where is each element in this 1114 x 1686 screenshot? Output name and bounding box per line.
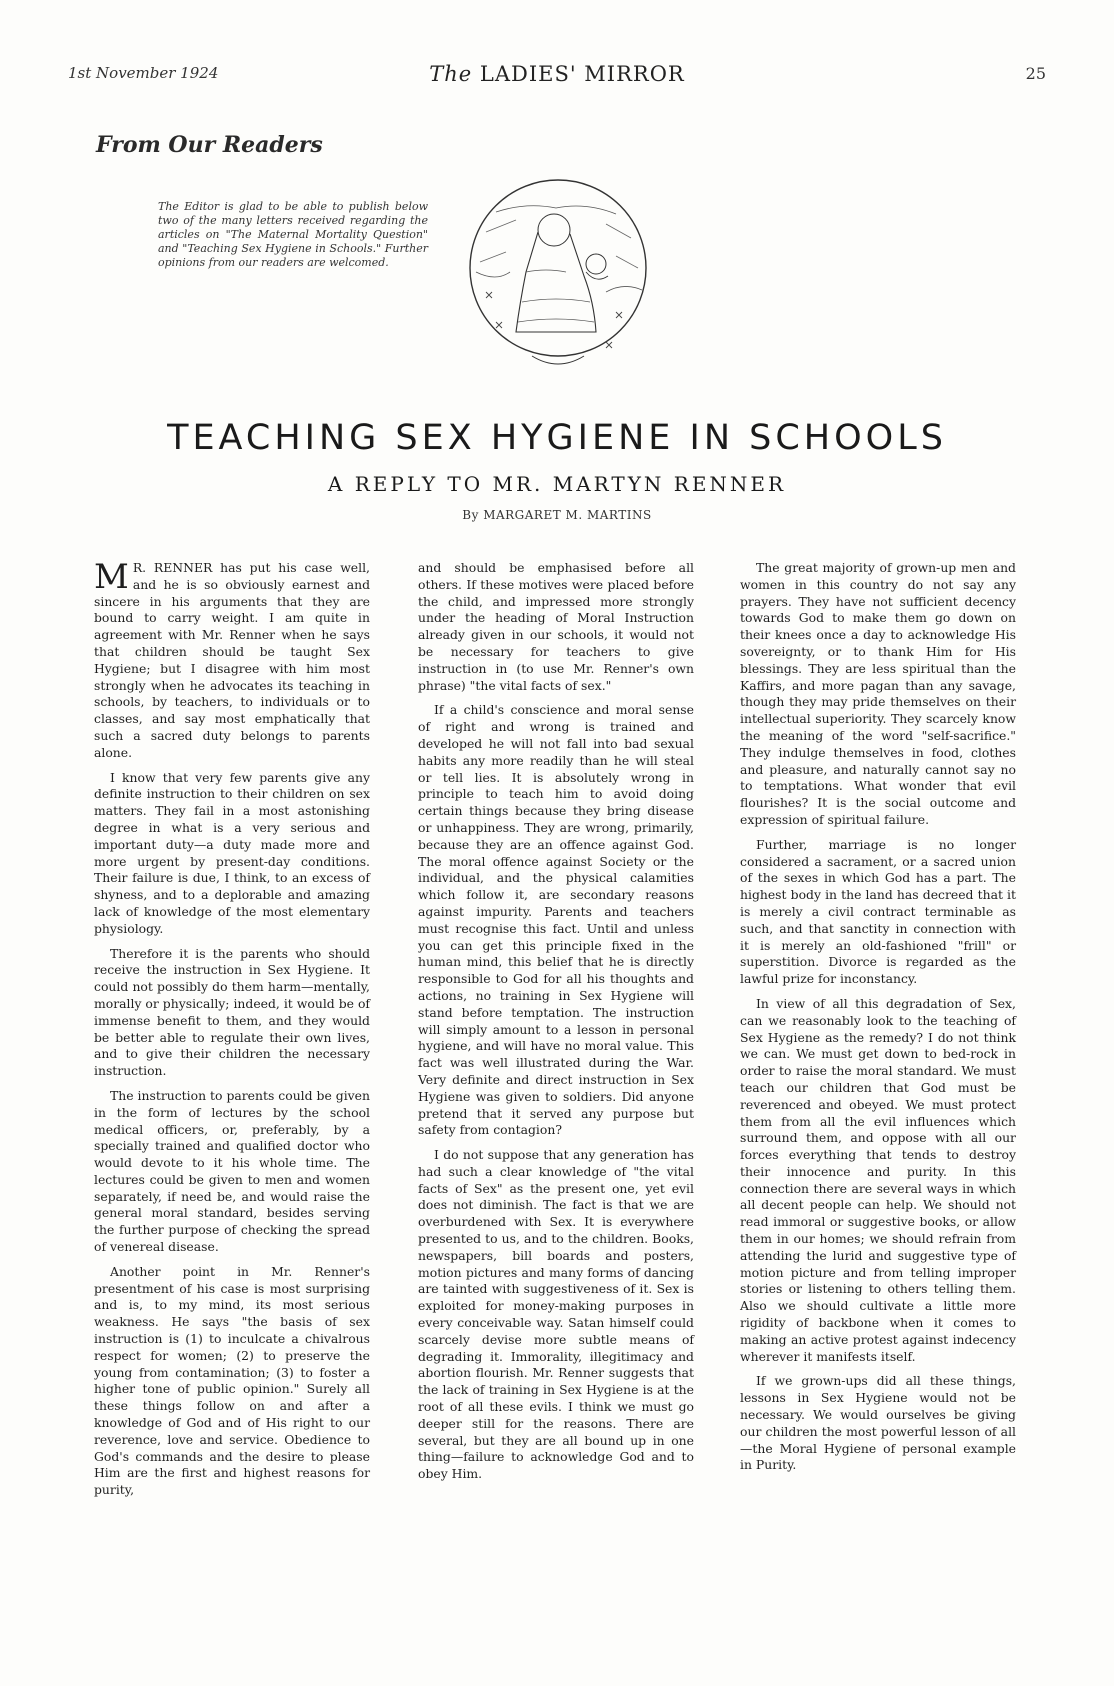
paragraph: Further, marriage is no longer considered a sacrament, or a sacred union of the sexes in which God has a part. The highest body in the land has decreed that it is merely a civil contract terminable as such, and that sanctity in connection with it is merely an old-fashioned "frill" or superstition. Divorce is regarded as the lawful prize for inconstancy. [740, 836, 1016, 987]
paragraph: Therefore it is the parents who should receive the instruction in Sex Hygiene. It could not possibly do them harm—mentally, morally or physically; indeed, it would be of immense benefit to them, and they would be better able to regulate their own lives, and to give their children the necessary instruction. [94, 945, 370, 1079]
paragraph: and should be emphasised before all others. If these motives were placed before the child, and impressed more strongly under the heading of Moral Instruction already given in our schools, it would not be necessary for teachers to give instruction in (to use Mr. Renner's own phrase) "the vital facts of sex." [418, 560, 694, 693]
paragraph: The instruction to parents could be given in the form of lectures by the school medical officers, or, preferably, by a specially trained and qualified doctor who would devote to it his whole time. The lectures could be given to men and women separately, if need be, and would raise the general moral standard, besides serving the further purpose of checking the spread of venereal disease. [94, 1087, 370, 1255]
paragraph: If a child's conscience and moral sense of right and wrong is trained and developed he will not fall into bad sexual habits any more readily than he will steal or tell lies. It is absolutely wrong in principle to teach him to avoid doing certain things because they bring disease or unhappiness. They are wrong, primarily, because they are an offence against God. The moral offence against Society or the individual, and the physical calamities which follow it, are secondary reasons against impurity. Parents and teachers must recognise this fact. Until and unless you can get this principle fixed in the human mind, this belief that he is directly responsible to God for all his thoughts and actions, no training in Sex Hygiene will stand before temptation. The instruction will simply amount to a lesson in personal hygiene, and will have no moral value. This fact was well illustrated during the War. Very definite and direct instruction in Sex Hygiene was given to soldiers. Did anyone pretend that it served any purpose but safety from contagion? [418, 702, 694, 1138]
paragraph [94, 557, 370, 762]
paragraph: I do not suppose that any generation has had such a clear knowledge of "the vital facts of Sex" as the present one, yet evil does not diminish. The fact is that we are overburdened with Sex. It is everywhere presented to us, and to the children. Books, newspapers, bill boards and posters, motion pictures and many forms of dancing are tainted with suggestiveness of it. Sex is exploited for money-making purposes in every conceivable way. Satan himself could scarcely devise more subtle means of degrading it. Immorality, illegitimacy and abortion flourish. Mr. Renner suggests that the lack of training in Sex Hygiene is at the root of all these evils. I think we must go deeper still for the reasons. There are several, but they are all bound up in one thing—failure to acknowledge God and to obey Him. [418, 1147, 694, 1482]
drop-cap: M [94, 557, 129, 597]
running-header [68, 62, 1046, 88]
magazine-title [68, 62, 1046, 86]
paragraph: Another point in Mr. Renner's presentment of his case is most surprising and is, to my mind, its most serious weakness. He says "the basis of sex instruction is (1) to inculcate a chivalrous respect for women; (2) to preserve the young from contamination; (3) to foster a higher tone of public opinion." Surely all these things follow on and after a knowledge of God and of His right to our reverence, love and service. Obedience to God's commands and the desire to please Him are the first and highest reasons for purity, [94, 1263, 370, 1498]
paragraph: I know that very few parents give any definite instruction to their children on sex matters. They fail in a most astonishing degree in what is a very serious and important duty—a duty made more and more urgent by present-day conditions. Their failure is due, I think, to an excess of shyness, and to a deplorable and amazing lack of knowledge of the most elementary physiology. [94, 769, 370, 936]
article-column-1 [94, 557, 370, 1507]
paragraph-text: R. RENNER has put his case well, and he is so obviously earnest and sincere in his arguments that they are bound to carry weight. I am quite in agreement with Mr. Renner when he says that children should be taught Sex Hygiene; but I disagree with him most strongly when he advocates its teaching in schools, by teachers, to individuals or to classes, and say most emphatically that such a sacred duty belongs to parents alone. [94, 560, 370, 760]
article-title: TEACHING SEX HYGIENE IN SCHOOLS [167, 418, 947, 458]
article-column-3 [740, 560, 1016, 1482]
article-column-2 [418, 560, 694, 1491]
issue-date: 1st November 1924 [68, 64, 219, 82]
paragraph: In view of all this degradation of Sex, can we reasonably look to the teaching of Sex Hygiene as the remedy? I do not think we can. We must get down to bed-rock in order to raise the moral standard. We must teach our children that God must be reverenced and obeyed. We must protect them from all the evil influences which surround them, and oppose with all our forces everything that tends to destroy their innocence and purity. In this connection there are several ways in which all decent people can help. We should not read immoral or suggestive books, or allow them in our homes; we should refrain from attending the lurid and suggestive type of motion picture and from telling improper stories or listening to others telling them. Also we should cultivate a little more rigidity of backbone when it comes to making an active protest against indecency wherever it manifests itself. [740, 995, 1016, 1364]
magazine-title-main: LADIES' MIRROR [479, 62, 685, 86]
article-byline: By MARGARET M. MARTINS [462, 508, 652, 522]
editor-note: The Editor is glad to be able to publish below two of the many letters received regarding the articles on "The Maternal Mortality Question" and "Teaching Sex Hygiene in Schools." Further opinions from our readers are welcomed. [158, 200, 428, 269]
magazine-title-prefix: The [429, 62, 473, 86]
page-number: 25 [1025, 64, 1046, 83]
paragraph: If we grown-ups did all these things, lessons in Sex Hygiene would not be necessary. We would ourselves be giving our children the most powerful lesson of all—the Moral Hygiene of personal example in Purity. [740, 1373, 1016, 1473]
article-subtitle: A REPLY TO MR. MARTYN RENNER [327, 472, 787, 496]
paragraph: The great majority of grown-up men and women in this country do not say any prayers. They have not sufficient decency towards God to make them go down on their knees once a day to acknowledge His sovereignty, or to thank Him for His blessings. They are less spiritual than the Kaffirs, and more pagan than any savage, though they may pride themselves on their intellectual superiority. They scarcely know the meaning of the word "self-sacrifice." They indulge themselves in food, clothes and pleasure, and naturally cannot say no to temptations. What wonder that evil flourishes? It is the social outcome and expression of spiritual failure. [740, 560, 1016, 827]
section-title: From Our Readers [96, 132, 323, 158]
circular-illustration [456, 172, 660, 382]
